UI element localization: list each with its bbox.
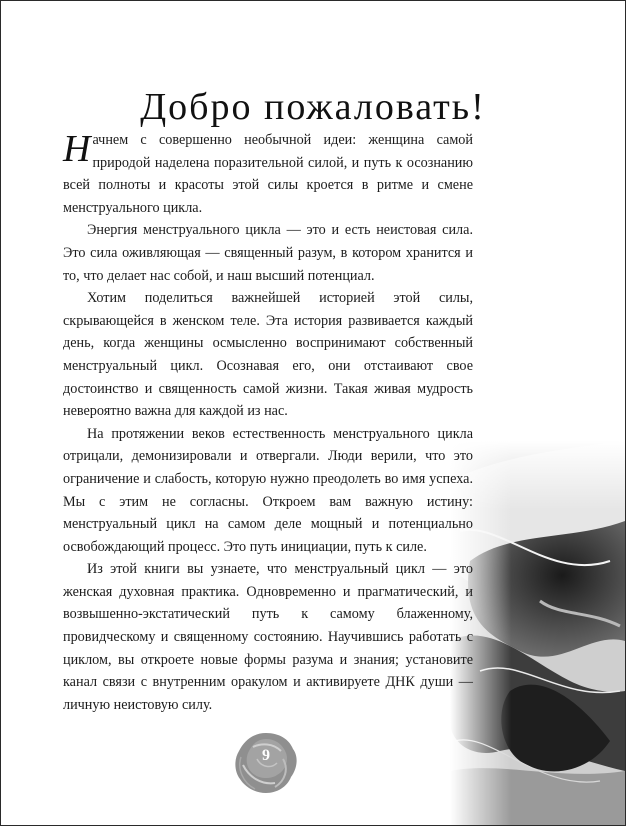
paragraph-2: Энергия менструального цикла — это и есть неистовая сила. Это сила оживляющая — священный разум, в котором хранится и то, что делает нас собой, и наш высший потенциал. — [63, 222, 473, 284]
paragraph-4: На протяжении веков естественность менструального цикла отрицали, демонизировали и отвергали. Люди верили, что это ограничение и слабость, которую нужно преодолеть во имя успеха. Мы с этим не согласны. Откроем вам важную истину: менструальный цикл на самом деле мощный и потенциально освобождающий процесс. Это путь инициации, путь к силе. — [63, 425, 473, 555]
marble-texture-decoration — [450, 441, 625, 825]
paragraph-1 — [63, 129, 473, 219]
paragraph-1-text: ачнем с совершенно необычной идеи: женщина самой природой наделена поразительной силой, и путь к осознанию всей полноты и красоты этой силы кроется в ритме и смене менструального цикла. — [63, 132, 473, 216]
drop-cap: Н — [63, 128, 91, 170]
paragraph-3: Хотим поделиться важнейшей историей этой силы, скрывающейся в женском теле. Эта история развивается каждый день, когда женщины осмысленно воспринимают собственный менструальный цикл. Осознавая его, они отстаивают свое достоинство и священность самой жизни. Такая живая мудрость невероятно важна для каждой из нас. — [63, 290, 473, 420]
chapter-heading: Добро пожаловать! — [140, 86, 486, 128]
page-number: 9 — [262, 747, 270, 764]
body-text — [63, 129, 473, 716]
page-number-rose — [231, 729, 301, 799]
paragraph-5: Из этой книги вы узнаете, что менструальный цикл — это женская духовная практика. Одновременно и прагматический, и возвышенно-экстатический путь к самому блаженному, провидческому и священному состоянию. Научившись работать с циклом, вы откроете новые формы разума и знания; установите канал связи с внутренним оракулом и активируете ДНК души — личную неистовую силу. — [63, 561, 473, 713]
